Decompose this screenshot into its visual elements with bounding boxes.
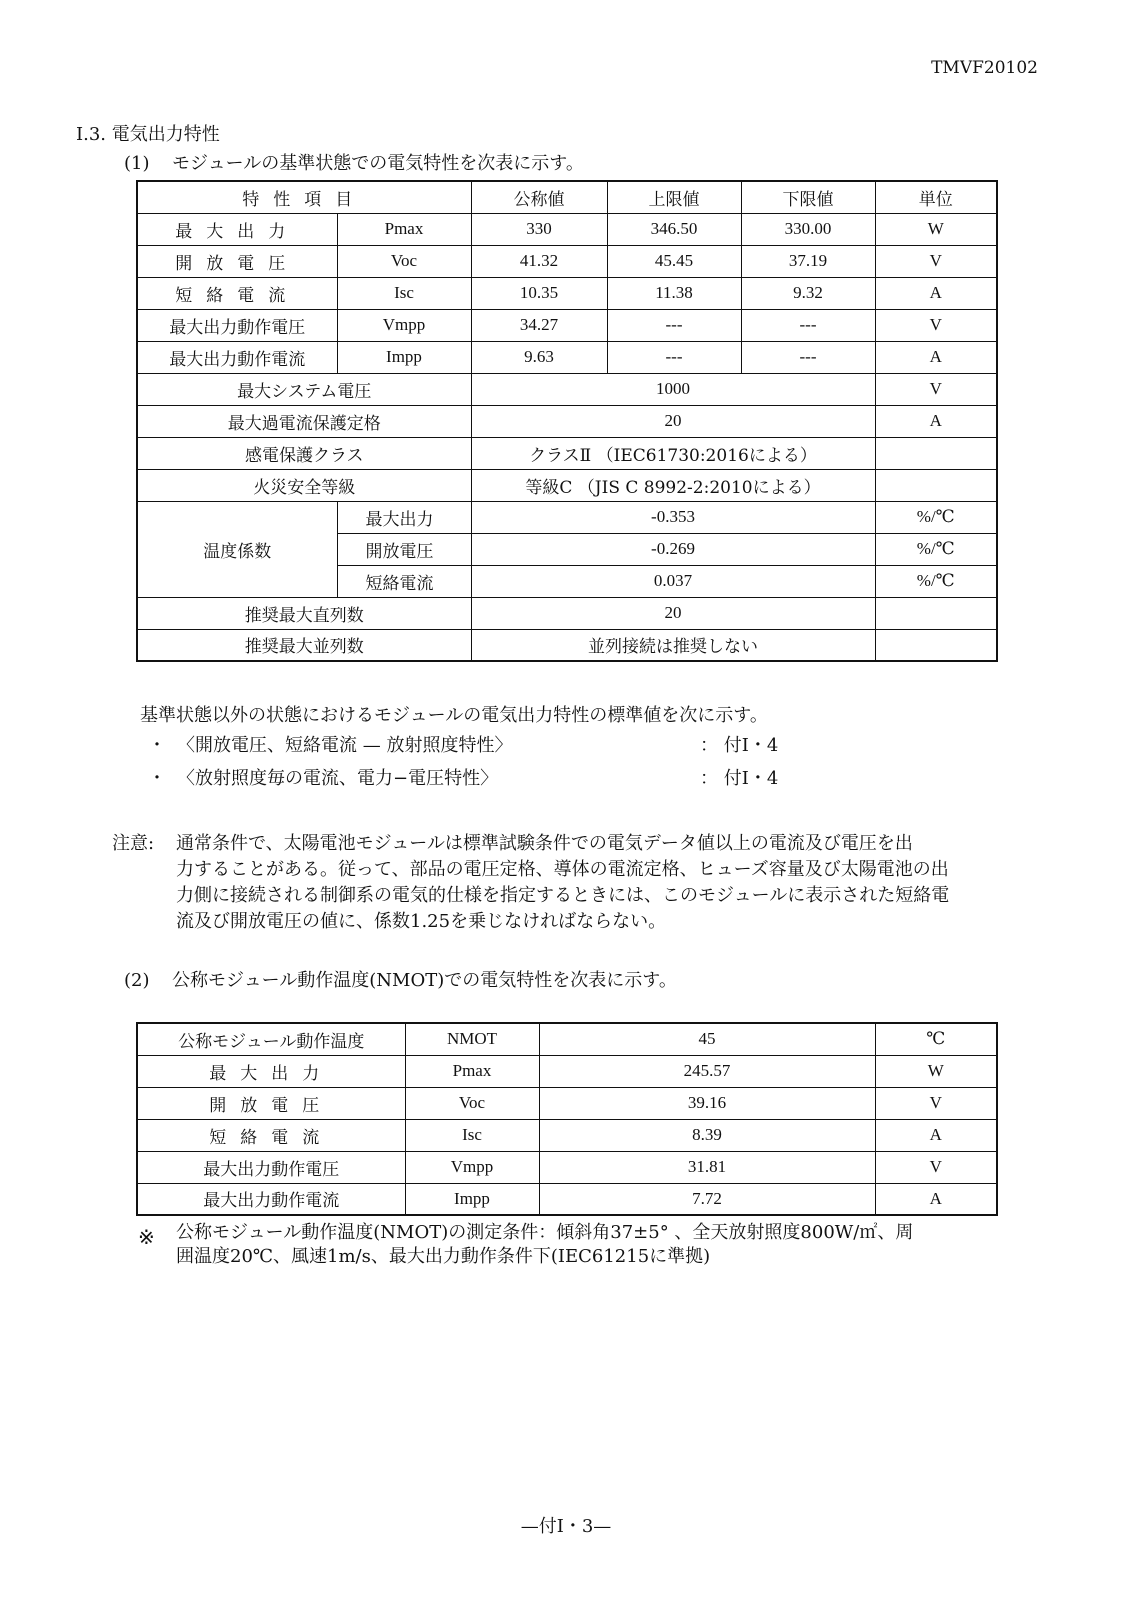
item-value: 31.81 [539, 1151, 875, 1183]
unit: %/℃ [875, 565, 997, 597]
item-symbol: Pmax [337, 213, 471, 245]
item-name: 最大出力動作電流 [137, 341, 337, 373]
item-value: 45 [539, 1023, 875, 1055]
item-value: 7.72 [539, 1183, 875, 1215]
unit: V [875, 373, 997, 405]
table-row [137, 501, 997, 533]
item-name: 感電保護クラス [137, 437, 471, 469]
span-value: 20 [471, 597, 875, 629]
header-cell: 下限値 [741, 181, 875, 213]
item-name: 最大過電流保護定格 [137, 405, 471, 437]
reference-page: ： 付Ⅰ・4 [700, 768, 779, 789]
item-symbol: Isc [337, 277, 471, 309]
table-row [137, 1151, 997, 1183]
unit [875, 629, 997, 661]
caution-line: 流及び開放電圧の値に、係数1.25を乗じなければならない。 [176, 911, 667, 932]
table-row [137, 629, 997, 661]
unit [875, 469, 997, 501]
item-name: 最大出力動作電圧 [137, 309, 337, 341]
table-row [137, 1055, 997, 1087]
item-symbol: NMOT [405, 1023, 539, 1055]
upper-value: --- [607, 309, 741, 341]
caution-line: 力側に接続される制御系の電気的仕様を指定するときには、このモジュールに表示された短絡電 [176, 885, 950, 906]
reference-text: 〈放射照度毎の電流、電力−電圧特性〉 [186, 768, 499, 789]
item-symbol: Voc [337, 245, 471, 277]
span-value: 0.037 [471, 565, 875, 597]
item-name: 最大出力動作電流 [137, 1183, 405, 1215]
unit: W [875, 213, 997, 245]
std-conditions-table [136, 180, 998, 662]
nominal-value: 330 [471, 213, 607, 245]
item-symbol: Vmpp [337, 309, 471, 341]
unit: A [875, 277, 997, 309]
item-name: 推奨最大直列数 [137, 597, 471, 629]
subsection-number: (2) [124, 970, 150, 991]
reference-item [148, 731, 779, 757]
caution-line: 力することがある。従って、部品の電圧定格、導体の電流定格、ヒューズ容量及び太陽電池の出 [176, 859, 949, 880]
item-name: 火災安全等級 [137, 469, 471, 501]
unit: V [875, 1151, 997, 1183]
item-name: 短絡電流 [337, 565, 471, 597]
table-row [137, 1087, 997, 1119]
item-value: 8.39 [539, 1119, 875, 1151]
table-row [137, 213, 997, 245]
item-value: 39.16 [539, 1087, 875, 1119]
table-row [137, 469, 997, 501]
item-name: 推奨最大並列数 [137, 629, 471, 661]
remark-line: 公称モジュール動作温度(NMOT)の測定条件：傾斜角37±5° 、全天放射照度800W/㎡、周 [176, 1222, 914, 1243]
unit: V [875, 1087, 997, 1119]
subsection-text: 公称モジュール動作温度(NMOT)での電気特性を次表に示す。 [172, 970, 677, 991]
item-value: 245.57 [539, 1055, 875, 1087]
table-row [137, 437, 997, 469]
lower-value: 9.32 [741, 277, 875, 309]
span-value: 並列接続は推奨しない [471, 629, 875, 661]
subsection-text: モジュールの基準状態での電気特性を次表に示す。 [172, 153, 584, 174]
item-name: 最大システム電圧 [137, 373, 471, 405]
span-value: 等級C （JIS C 8992-2:2010による） [471, 469, 875, 501]
table-row [137, 1119, 997, 1151]
item-name: 短絡電流 [137, 277, 337, 309]
unit: %/℃ [875, 533, 997, 565]
item-name: 最大出力動作電圧 [137, 1151, 405, 1183]
table-row [137, 373, 997, 405]
caution-label: 注意: [112, 833, 155, 854]
unit: ℃ [875, 1023, 997, 1055]
unit: A [875, 1119, 997, 1151]
unit: V [875, 245, 997, 277]
item-name: 開放電圧 [137, 1087, 405, 1119]
span-value: 20 [471, 405, 875, 437]
reference-text: 〈開放電圧、短絡電流 — 放射照度特性〉 [186, 735, 513, 756]
item-name: 開放電圧 [337, 533, 471, 565]
header-cell: 公称値 [471, 181, 607, 213]
reference-item [148, 764, 779, 790]
table-row [137, 277, 997, 309]
temp-coefficient-label: 温度係数 [137, 501, 337, 597]
item-name: 短絡電流 [137, 1119, 405, 1151]
upper-value: 45.45 [607, 245, 741, 277]
remark-line: 囲温度20℃、風速1m/s、最大出力動作条件下(IEC61215に準拠) [176, 1246, 711, 1267]
nmot-table [136, 1022, 998, 1216]
unit: A [875, 341, 997, 373]
table-row [137, 341, 997, 373]
section-title: Ⅰ.3. 電気出力特性 [76, 124, 220, 145]
table-row [137, 245, 997, 277]
span-value: 1000 [471, 373, 875, 405]
table-row [137, 1183, 997, 1215]
unit: %/℃ [875, 501, 997, 533]
page-number: —付Ⅰ・3— [520, 1516, 612, 1537]
span-value: -0.269 [471, 533, 875, 565]
table-row [137, 1023, 997, 1055]
table-row [137, 597, 997, 629]
item-name: 最大出力 [137, 1055, 405, 1087]
nominal-value: 34.27 [471, 309, 607, 341]
span-value: クラスⅡ （IEC61730:2016による） [471, 437, 875, 469]
subsection-number: (1) [124, 153, 150, 174]
caution-line: 通常条件で、太陽電池モジュールは標準試験条件での電気データ値以上の電流及び電圧を出 [176, 833, 913, 854]
measurement-remark [138, 1221, 1018, 1269]
span-value: -0.353 [471, 501, 875, 533]
nominal-value: 41.32 [471, 245, 607, 277]
notes-intro: 基準状態以外の状態におけるモジュールの電気出力特性の標準値を次に示す。 [140, 705, 768, 726]
table-row [137, 309, 997, 341]
reference-mark: ※ [138, 1225, 155, 1249]
header-cell: 上限値 [607, 181, 741, 213]
header-cell: 単位 [875, 181, 997, 213]
bullet-mark: ・ [148, 735, 166, 756]
unit [875, 437, 997, 469]
nominal-value: 9.63 [471, 341, 607, 373]
table-row [137, 405, 997, 437]
header-cell: 特性項目 [137, 181, 471, 213]
bullet-mark: ・ [148, 768, 166, 789]
document-id: TMVF20102 [931, 58, 1038, 78]
subsection-1-heading [124, 149, 584, 175]
upper-value: --- [607, 341, 741, 373]
item-symbol: Voc [405, 1087, 539, 1119]
caution-note [112, 831, 1022, 935]
upper-value: 11.38 [607, 277, 741, 309]
item-symbol: Impp [405, 1183, 539, 1215]
unit [875, 597, 997, 629]
table-header-row [137, 181, 997, 213]
lower-value: 330.00 [741, 213, 875, 245]
subsection-2-heading [124, 966, 677, 992]
item-symbol: Vmpp [405, 1151, 539, 1183]
unit: A [875, 1183, 997, 1215]
lower-value: --- [741, 341, 875, 373]
item-symbol: Pmax [405, 1055, 539, 1087]
unit: W [875, 1055, 997, 1087]
item-name: 最大出力 [337, 501, 471, 533]
unit: A [875, 405, 997, 437]
lower-value: 37.19 [741, 245, 875, 277]
item-symbol: Impp [337, 341, 471, 373]
unit: V [875, 309, 997, 341]
item-name: 開放電圧 [137, 245, 337, 277]
item-name: 最大出力 [137, 213, 337, 245]
upper-value: 346.50 [607, 213, 741, 245]
item-name: 公称モジュール動作温度 [137, 1023, 405, 1055]
item-symbol: Isc [405, 1119, 539, 1151]
reference-page: ： 付Ⅰ・4 [700, 735, 779, 756]
nominal-value: 10.35 [471, 277, 607, 309]
lower-value: --- [741, 309, 875, 341]
